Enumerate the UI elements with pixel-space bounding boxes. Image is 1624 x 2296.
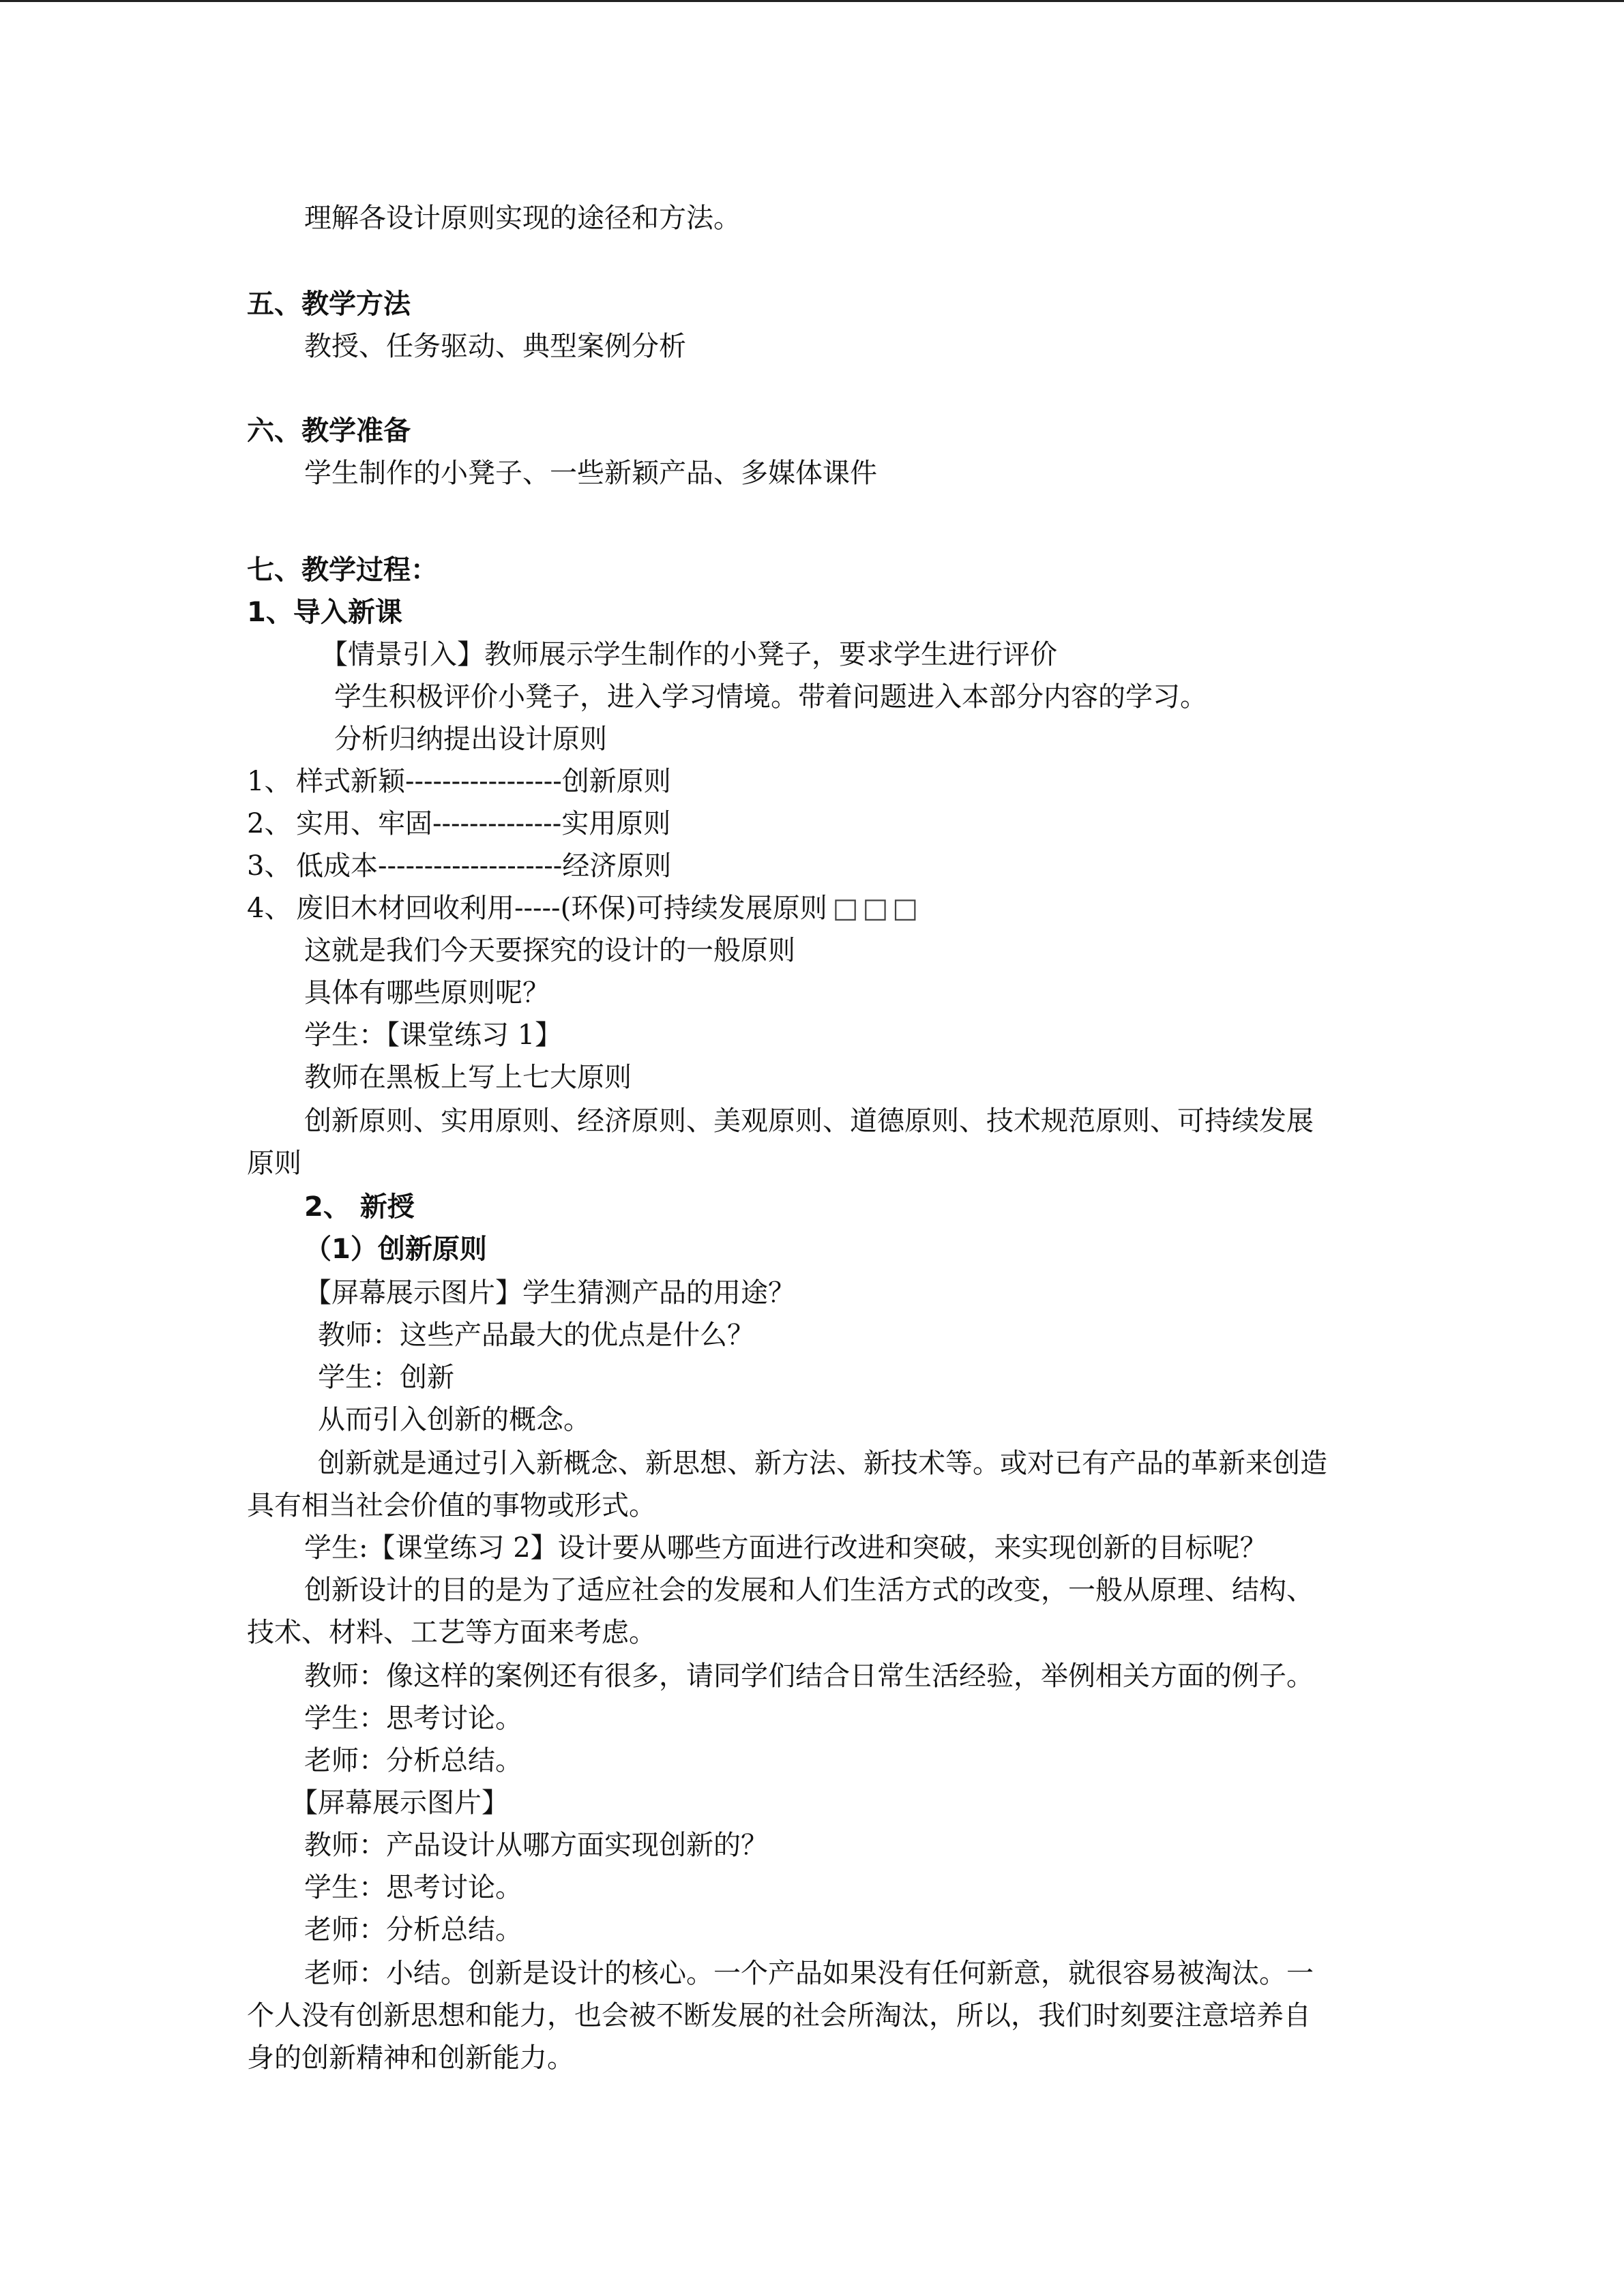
subsection-heading-new: 2、 新授	[304, 1191, 415, 1223]
paragraph-line: 创新原则、实用原则、经济原则、美观原则、道德原则、技术规范原则、可持续发展	[304, 1105, 1314, 1137]
paragraph-line: 具有相当社会价值的事物或形式。	[247, 1490, 656, 1521]
paragraph-line: 原则	[247, 1148, 301, 1179]
paragraph-line: 老师：分析总结。	[304, 1745, 522, 1776]
paragraph-line: 学生：创新	[318, 1362, 454, 1393]
subsection-heading-innovation: （1）创新原则	[304, 1234, 487, 1265]
list-text: 低成本--------------------经济原则	[296, 850, 672, 882]
section-heading-preparation: 六、教学准备	[247, 415, 411, 447]
list-text: 实用、牢固--------------实用原则	[296, 808, 671, 839]
section-heading-process: 七、教学过程：	[247, 554, 438, 586]
list-item	[247, 762, 671, 801]
paragraph-line: 这就是我们今天要探究的设计的一般原则	[304, 935, 795, 966]
intro-line-2: 学生积极评价小凳子，进入学习情境。带着问题进入本部分内容的学习。	[334, 681, 1207, 713]
list-number: 3、	[247, 850, 292, 882]
paragraph-line: 教师在黑板上写上七大原则	[304, 1062, 632, 1093]
methods-text: 教授、任务驱动、典型案例分析	[304, 331, 686, 362]
paragraph-line: 教师：这些产品最大的优点是什么？	[318, 1320, 754, 1351]
list-item	[247, 847, 671, 885]
paragraph-line: 老师：小结。创新是设计的核心。一个产品如果没有任何新意，就很容易被淘汰。一	[304, 1958, 1314, 1989]
paragraph-line: 【屏幕展示图片】	[291, 1787, 509, 1819]
list-number: 2、	[247, 808, 292, 839]
section-heading-methods: 五、教学方法	[247, 288, 411, 320]
paragraph-line: 【屏幕展示图片】学生猜测产品的用途？	[304, 1277, 795, 1309]
list-item	[247, 889, 922, 927]
paragraph-line: 教师：像这样的案例还有很多，请同学们结合日常生活经验，举例相关方面的例子。	[304, 1660, 1314, 1692]
paragraph-line: 学生：思考讨论。	[304, 1872, 522, 1903]
intro-line-1: 【情景引入】教师展示学生制作的小凳子，要求学生进行评价	[321, 639, 1057, 670]
subsection-heading-intro: 1、导入新课	[247, 597, 402, 628]
preparation-text: 学生制作的小凳子、一些新颖产品、多媒体课件	[304, 458, 877, 489]
list-item	[247, 805, 670, 843]
paragraph-line: 从而引入创新的概念。	[318, 1404, 591, 1435]
paragraph-line: 学生：思考讨论。	[304, 1703, 522, 1734]
paragraph-line: 技术、材料、工艺等方面来考虑。	[247, 1617, 656, 1648]
list-number: 4、	[247, 893, 292, 924]
paragraph-line: 老师：分析总结。	[304, 1914, 522, 1945]
paragraph-line: 创新就是通过引入新概念、新思想、新方法、新技术等。或对已有产品的革新来创造	[318, 1448, 1327, 1479]
list-number: 1、	[247, 766, 292, 797]
page-top-border	[0, 0, 1624, 2]
paragraph-line: 具体有哪些原则呢？	[304, 977, 550, 1009]
paragraph-line: 学生：【课堂练习 1】	[304, 1019, 563, 1051]
paragraph-line: 创新设计的目的是为了适应社会的发展和人们生活方式的改变，一般从原理、结构、	[304, 1575, 1314, 1606]
paragraph-line: 身的创新精神和创新能力。	[247, 2042, 574, 2074]
paragraph-line: 个人没有创新思想和能力，也会被不断发展的社会所淘汰，所以，我们时刻要注意培养自	[247, 2000, 1311, 2031]
placeholder-boxes: □□□	[832, 893, 923, 924]
intro-line-3: 分析归纳提出设计原则	[334, 724, 607, 755]
paragraph-line: 学生:【课堂练习 2】设计要从哪些方面进行改进和突破，来实现创新的目标呢？	[304, 1532, 1267, 1564]
paragraph-line: 教师：产品设计从哪方面实现创新的？	[304, 1830, 768, 1861]
list-text: 样式新颖-----------------创新原则	[296, 766, 671, 797]
objective-line: 理解各设计原则实现的途径和方法。	[304, 203, 741, 234]
list-text: 废旧木材回收利用-----(环保)可持续发展原则	[296, 893, 827, 924]
